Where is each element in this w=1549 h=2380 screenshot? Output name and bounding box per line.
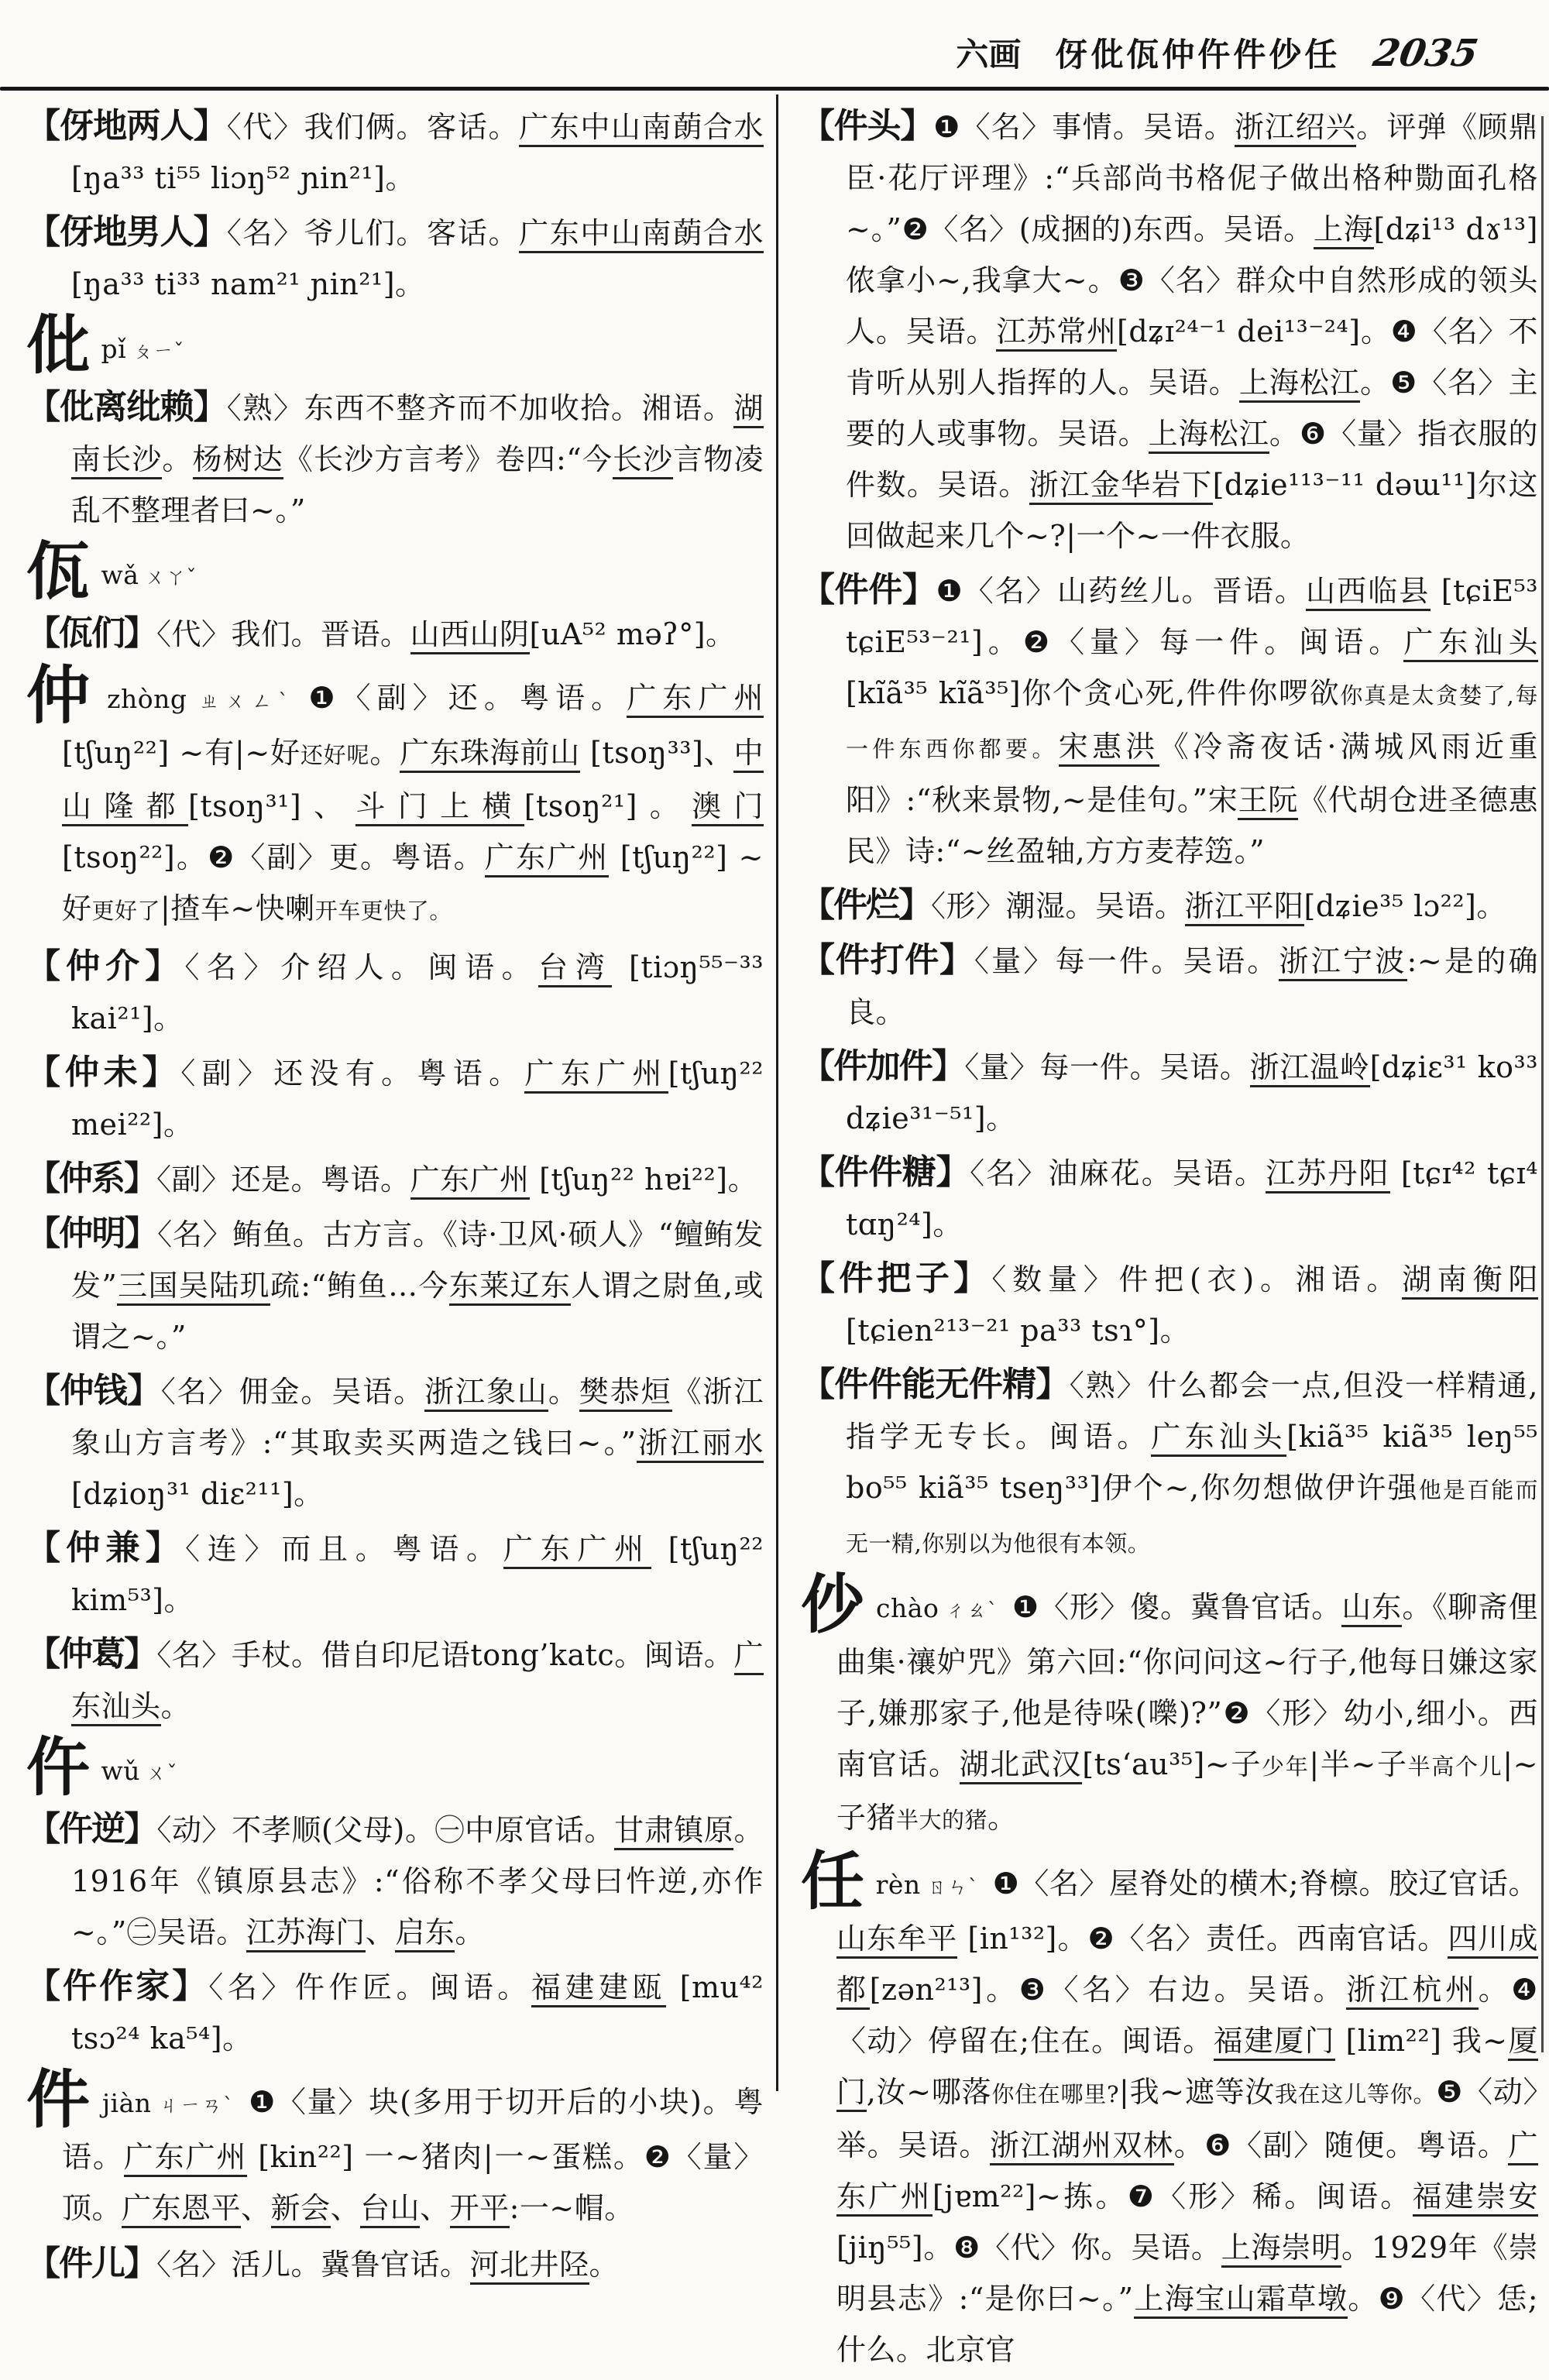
definition-text: [tsoŋ³³]、 <box>580 736 734 770</box>
entry-headword: 【伢地男人】 <box>26 212 227 252</box>
place-name: 广东恩平 <box>122 2191 241 2228</box>
place-name: 广东广州 <box>410 1163 530 1200</box>
definition-text: 〈数量〉件把(衣)。湘语。 <box>991 1262 1403 1296</box>
zhuyin-reading: ㄆㄧˇ <box>132 340 184 363</box>
definition-text: [kiã³⁵ kiã³⁵ leŋ⁵⁵ bo⁵⁵ kiã³⁵ tseŋ³³]伊个~,你勿想做伊许强 <box>846 1420 1538 1505</box>
place-name: 广东珠海前山 <box>400 736 580 773</box>
definition-text: 疏:“鲔鱼…今 <box>270 1269 449 1303</box>
entry-headword: 【仲葛】 <box>26 1634 157 1674</box>
definition-text: 〈名〉油麻花。吴语。 <box>970 1156 1266 1190</box>
pinyin-reading: chào <box>876 1593 939 1623</box>
place-name: 浙江绍兴 <box>1235 110 1356 147</box>
place-name: 山西临县 <box>1306 574 1431 611</box>
dictionary-entry-件头 <box>801 101 1538 562</box>
headword-character: 仵 <box>26 1731 91 1805</box>
place-name: 湖南衡阳 <box>1402 1262 1538 1300</box>
pinyin-reading: jiàn <box>101 2088 152 2118</box>
definition-text: [tʃuŋ²² kim⁵³]。 <box>71 1532 764 1617</box>
definition-text: 〈名〉爷儿们。客话。 <box>226 216 520 250</box>
definition-text: [lim²²] 我~ <box>1335 2024 1508 2058</box>
entry-headword: 【仲明】 <box>26 1214 158 1253</box>
definition-text: 〈名〉鲔鱼。古方言。《诗·卫风·硕人》“鳣鲔发发” <box>71 1217 764 1303</box>
header-character-list: 伢仳佤仲仵件仯任 <box>1055 36 1341 74</box>
definition-text: [ŋa³³ ti³³ nam²¹ ɲin²¹]。 <box>71 267 425 301</box>
place-name: 王阮 <box>1238 783 1298 820</box>
place-name: 福建建瓯 <box>531 1970 666 2007</box>
place-name: 杨树达 <box>193 442 283 479</box>
place-name: 浙江丽水 <box>637 1426 764 1463</box>
definition-text: 〈熟〉什么都会一点,但没一样精通,指学无专长。闽语。 <box>846 1369 1538 1454</box>
definition-text: 。《聊斋俚曲集·禳妒咒》第六回:“你问问这~行子,他每日嫌这家子,嫌那家子,他是待哚(嚛)?”❷〈形〉幼小,细小。西南官话。 <box>836 1590 1538 1781</box>
header-rule <box>0 87 1549 91</box>
definition-text: 〈名〉介绍人。闽语。 <box>184 950 539 984</box>
place-name: 广东广州 <box>836 2128 1538 2217</box>
definition-text: [tɕɪ⁴² tɕɪ⁴ tɑŋ²⁴]。 <box>846 1156 1538 1242</box>
definition-text: 〈副〉还没有。粤语。 <box>180 1056 525 1090</box>
definition-text: 。 <box>160 1689 191 1723</box>
dictionary-entry-件儿 <box>26 2238 764 2290</box>
character-section-仯 <box>801 1568 1538 1846</box>
place-name: 广东汕头 <box>1151 1420 1286 1457</box>
place-name: 上海 <box>1314 212 1374 249</box>
dictionary-entry-仵逆 <box>26 1804 764 1958</box>
character-section-佤 <box>26 535 764 609</box>
definition-text: [tiɔŋ⁵⁵⁻³³ kai²¹]。 <box>71 950 764 1035</box>
dictionary-entry-仲系 <box>26 1153 764 1205</box>
definition-text: ❶〈名〉屋脊处的横木;脊檩。胶辽官话。 <box>992 1867 1538 1901</box>
dictionary-entry-仲介 <box>26 941 764 1044</box>
place-name: 中山隆都 <box>62 736 764 826</box>
character-section-仳 <box>26 309 764 383</box>
definition-text: [tsoŋ²¹]。 <box>524 789 692 823</box>
entry-headword: 【件把子】 <box>801 1259 992 1298</box>
definition-text: 〈形〉潮湿。吴语。 <box>931 889 1185 923</box>
stroke-section-label: 六画 <box>956 36 1022 74</box>
zhuyin-reading: ㄨˇ <box>146 1762 178 1785</box>
place-name: 广东广州 <box>524 1056 668 1094</box>
definition-text: [dʑiɛ³¹ ko³³ dʑie³¹⁻⁵¹]。 <box>846 1050 1538 1135</box>
dictionary-entry-件加件 <box>801 1041 1538 1144</box>
definition-text: 〈代〉我们。晋语。 <box>156 617 410 651</box>
example-gloss: 开车更快了。 <box>314 898 452 924</box>
place-name: 河北井陉 <box>470 2248 589 2285</box>
place-name: 东莱辽东 <box>449 1269 571 1306</box>
place-name: 广东广州 <box>627 681 764 718</box>
place-name: 广东广州 <box>503 1532 651 1569</box>
place-name: 新会 <box>271 2191 331 2228</box>
dictionary-entry-件烂 <box>801 880 1538 932</box>
definition-text: 人谓之尉鱼,或谓之~。” <box>71 1269 764 1354</box>
definition-text: [tʃuŋ²²] ~有|~好 <box>62 736 301 770</box>
entry-headword: 【仲未】 <box>26 1053 181 1092</box>
entry-headword: 【件件糖】 <box>801 1152 970 1192</box>
entry-headword: 【件儿】 <box>26 2244 156 2283</box>
definition-text: [dʑɪ²⁴⁻¹ dei¹³⁻²⁴]。❹〈名〉不肯听从别人指挥的人。吴语。 <box>846 314 1538 400</box>
pinyin-reading: wǎ <box>101 560 139 590</box>
place-name: 山东牟平 <box>836 1922 957 1959</box>
dictionary-entry-仲钱 <box>26 1365 764 1520</box>
definition-text: 。❾〈代〉恁;什么。北京官 <box>836 2282 1539 2367</box>
example-gloss: 还好呢 <box>300 742 370 768</box>
definition-text: [dʑi¹³ dɤ¹³]侬拿小~,我拿大~。❸〈名〉群众中自然形成的领头人。吴语。 <box>846 212 1538 349</box>
entry-headword: 【佤们】 <box>26 613 156 653</box>
place-name: 湖北武汉 <box>960 1747 1083 1784</box>
entry-headword: 【件加件】 <box>801 1046 965 1086</box>
definition-text: [uA⁵² məʔ°]。 <box>529 617 736 651</box>
definition-text: [tʃuŋ²²] ~好 <box>62 840 764 926</box>
entry-headword: 【仵逆】 <box>26 1809 157 1849</box>
definition-text: ❺〈动〉举。吴语。 <box>836 2075 1538 2162</box>
place-name: 斗门上横 <box>355 789 524 826</box>
place-name: 长沙 <box>613 442 673 479</box>
definition-text: 。 <box>369 736 400 770</box>
place-name: 江苏常州 <box>996 314 1117 352</box>
place-name: 上海松江 <box>1149 417 1269 454</box>
definition-text: [tɕiE⁵³ tɕiE⁵³⁻²¹]。❷〈量〉每一件。闽语。 <box>846 574 1538 659</box>
headword-character: 件 <box>26 2063 91 2137</box>
definition-text: [mu⁴² tsɔ²⁴ ka⁵⁴]。 <box>71 1970 764 2055</box>
definition-text: 《浙江象山方言考》:“其取卖买两造之钱曰~。” <box>71 1375 764 1460</box>
place-name: 浙江平阳 <box>1185 889 1304 926</box>
definition-text: |我~遮等汝 <box>1119 2075 1276 2109</box>
definition-text: [jiŋ⁵⁵]。❽〈代〉你。吴语。 <box>836 2231 1221 2265</box>
definition-text: [kin²²] 一~猪肉|一~蛋糕。❷〈量〉顶。 <box>62 2140 764 2225</box>
page-edge-line <box>1541 116 1544 2052</box>
place-name: 上海宝山霜草墩 <box>1134 2282 1348 2319</box>
definition-text: [kĩã³⁵ kĩã³⁵]你个贪心死,件件你啰欲 <box>846 676 1341 710</box>
example-gloss: 你真是太贪婪了,每一件东西你都要。 <box>846 682 1538 762</box>
entry-headword: 【仲兼】 <box>26 1528 186 1568</box>
definition-text: [dʑioŋ³¹ diɛ²¹¹]。 <box>71 1477 324 1511</box>
definition-text: 。1916年《镇原县志》:“俗称不孝父母曰忤逆,亦作~。”㊁吴语。 <box>71 1813 764 1949</box>
pinyin-reading: zhòng <box>107 684 187 714</box>
headword-character: 仳 <box>26 309 91 383</box>
definition-text: 〈连〉而且。粤语。 <box>185 1532 503 1566</box>
column-divider <box>776 94 778 2091</box>
pinyin-reading: rèn <box>875 1870 921 1900</box>
character-section-任 <box>801 1845 1539 2375</box>
headword-character: 仲 <box>26 659 97 733</box>
place-name: 澳门 <box>692 789 764 826</box>
example-gloss: 半高个儿 <box>1407 1753 1503 1780</box>
pinyin-reading: wǔ <box>101 1756 141 1786</box>
definition-text: 〈量〉每一件。吴语。 <box>964 1050 1250 1084</box>
definition-text: 。1929年《崇明县志》:“是你曰~。” <box>836 2231 1538 2316</box>
entry-headword: 【件件】 <box>801 570 936 610</box>
place-name: 台湾 <box>538 950 612 987</box>
zhuyin-reading: ㄔㄠˋ <box>945 1599 998 1623</box>
definition-text: 《冷斋夜话·满城风雨近重阳》:“秋来景物,~是佳句。”宋 <box>846 730 1538 817</box>
entry-headword: 【仲钱】 <box>26 1371 161 1410</box>
place-name: 广东汕头 <box>1403 625 1538 662</box>
place-name: 山东 <box>1341 1590 1402 1627</box>
definition-text: ❶〈名〉事情。吴语。 <box>933 110 1235 144</box>
place-name: 浙江象山 <box>424 1375 548 1412</box>
definition-text: |半~子 <box>1309 1747 1408 1781</box>
definition-text: 〈量〉每一件。吴语。 <box>974 944 1279 978</box>
page-number: 2035 <box>1370 32 1482 75</box>
definition-text: 〈动〉不孝顺(父母)。㊀中原官话。 <box>156 1813 615 1847</box>
dictionary-entry-仲葛 <box>26 1629 764 1732</box>
place-name: 台山 <box>360 2191 420 2228</box>
place-name: 广东汕头 <box>71 1638 764 1726</box>
place-name: 上海崇明 <box>1221 2231 1341 2268</box>
dictionary-entry-伢地男人 <box>26 207 764 310</box>
place-name: 广东中山南蓢合水 <box>519 110 764 147</box>
definition-text: [ŋa³³ ti⁵⁵ liɔŋ⁵² ɲin²¹]。 <box>71 161 415 195</box>
place-name: 福建崇安 <box>1413 2179 1538 2217</box>
definition-text: :~是的确良。 <box>846 944 1538 1029</box>
column-left <box>26 101 764 2293</box>
place-name: 启东 <box>395 1915 455 1952</box>
dictionary-entry-仳离纰赖 <box>26 382 764 536</box>
entry-headword: 【件打件】 <box>801 940 974 980</box>
zhuyin-reading: ㄓㄨㄥˋ <box>193 690 295 713</box>
definition-text: |~子猪 <box>836 1747 1538 1835</box>
dictionary-entry-伢地两人 <box>26 101 764 204</box>
entry-headword: 【仲系】 <box>26 1159 156 1198</box>
definition-text: 。评弹《顾鼎臣·花厅评理》:“兵部尚书格伲子做出格种勚面孔格~。”❷〈名〉(成捆的)东西。吴语。 <box>846 110 1538 246</box>
definition-text: :一~帽。 <box>509 2191 634 2225</box>
definition-text: 〈熟〉东西不整齐而不加收拾。湘语。 <box>226 391 734 425</box>
definition-text: 。 <box>987 1801 1018 1835</box>
place-name: 湖南长沙 <box>71 391 764 479</box>
definition-text: 。 <box>455 1915 485 1949</box>
definition-text: ❶〈形〉傻。冀鲁官话。 <box>1011 1590 1342 1624</box>
character-section-仲 <box>26 659 764 936</box>
definition-text: [tsoŋ³¹]、 <box>188 789 356 823</box>
example-gloss: 他是百能而无一精,你别以为他很有本领。 <box>846 1477 1538 1557</box>
place-name: 山西山阴 <box>410 617 530 654</box>
definition-text: 。❻〈副〉随便。粤语。 <box>1173 2128 1509 2162</box>
place-name: 江苏海门 <box>246 1915 366 1952</box>
definition-text: ❶〈名〉山药丝儿。晋语。 <box>936 574 1307 608</box>
definition-text: 。 <box>162 442 193 476</box>
place-name: 樊恭烜 <box>579 1375 672 1412</box>
definition-text: 言物凌乱不整理者曰~。” <box>71 442 764 527</box>
example-gloss: 我在这儿等你。 <box>1275 2081 1437 2107</box>
place-name: 甘肃镇原 <box>614 1813 733 1850</box>
place-name: 浙江温岭 <box>1250 1050 1370 1087</box>
definition-text: [dʑie¹¹³⁻¹¹ dəɯ¹¹]尔这回做起来几个~?|一个~一件衣服。 <box>846 468 1538 553</box>
dictionary-entry-件件糖 <box>801 1147 1538 1250</box>
dictionary-entry-件件能无件精 <box>801 1359 1538 1569</box>
dictionary-entry-仲未 <box>26 1047 764 1150</box>
place-name: 浙江宁波 <box>1279 944 1406 981</box>
place-name: 浙江金华岩下 <box>1029 468 1213 505</box>
entry-headword: 【件烂】 <box>801 885 931 925</box>
definition-text: [tsoŋ²²]。❷〈副〉更。粤语。 <box>62 840 485 874</box>
definition-text: 、 <box>365 1915 396 1949</box>
definition-text: 〈名〉手杖。借自印尼语tong’katc。闽语。 <box>156 1638 734 1672</box>
definition-text: 、 <box>330 2191 361 2225</box>
definition-text: 〈名〉仵作匠。闽语。 <box>208 1970 531 2004</box>
headword-character: 仯 <box>801 1568 866 1642</box>
place-name: 浙江湖州双林 <box>990 2128 1174 2165</box>
place-name: 宋惠洪 <box>1059 730 1159 767</box>
definition-text: 〈副〉还是。粤语。 <box>156 1163 410 1197</box>
dictionary-entry-件件 <box>801 565 1538 877</box>
entry-headword: 【仳离纰赖】 <box>26 387 227 427</box>
place-name: 厦门 <box>836 2024 1538 2112</box>
definition-text: |揸车~快喇 <box>160 891 315 926</box>
zhuyin-reading: ㄖㄣˋ <box>926 1876 979 1899</box>
example-gloss: 少年 <box>1262 1753 1310 1780</box>
character-section-件 <box>26 2063 764 2234</box>
dictionary-entry-件打件 <box>801 935 1538 1038</box>
page-header <box>956 29 1482 76</box>
dictionary-entry-佤们 <box>26 608 764 660</box>
definition-text: [in¹³²]。❷〈名〉责任。西南官话。 <box>957 1922 1448 1956</box>
definition-text: [zən²¹³]。❸〈名〉右边。吴语。 <box>869 1973 1347 2007</box>
place-name: 广东中山南蓢合水 <box>519 216 764 253</box>
place-name: 上海松江 <box>1239 366 1360 403</box>
zhuyin-reading: ㄐㄧㄢˋ <box>157 2094 235 2117</box>
character-section-仵 <box>26 1731 764 1805</box>
definition-text: 。 <box>548 1375 579 1409</box>
place-name: 四川成都 <box>836 1922 1538 2010</box>
dictionary-entry-仲兼 <box>26 1523 764 1626</box>
place-name: 开平 <box>450 2191 510 2228</box>
definition-text: ❶〈副〉还。粤语。 <box>308 681 627 715</box>
definition-text: [tʃuŋ²² mei²²]。 <box>71 1056 764 1142</box>
entry-headword: 【件件能无件精】 <box>801 1365 1070 1404</box>
definition-text: 〈名〉佣金。吴语。 <box>160 1375 425 1409</box>
example-gloss: 更好了 <box>91 898 161 924</box>
pinyin-reading: pǐ <box>101 334 127 364</box>
definition-text: [jɐm²²]~拣。❼〈形〉稀。闽语。 <box>932 2179 1413 2213</box>
headword-character: 任 <box>801 1845 865 1918</box>
definition-text: 《长沙方言考》卷四:“今 <box>283 442 613 476</box>
place-name: 福建厦门 <box>1214 2024 1335 2061</box>
definition-text: [ts‘au³⁵]~子 <box>1082 1747 1262 1781</box>
definition-text: 。❻〈量〉指衣服的件数。吴语。 <box>846 417 1538 502</box>
entry-headword: 【件头】 <box>801 106 934 146</box>
definition-text: 〈代〉我们俩。客话。 <box>226 110 520 144</box>
definition-text: 〈名〉活儿。冀鲁官话。 <box>156 2248 470 2282</box>
example-gloss: 半大的猪 <box>896 1807 988 1833</box>
headword-character: 佤 <box>26 535 91 609</box>
dictionary-entry-仵作家 <box>26 1961 764 2064</box>
zhuyin-reading: ㄨㄚˇ <box>145 566 197 589</box>
definition-text: 、 <box>241 2191 271 2225</box>
entry-headword: 【伢地两人】 <box>26 106 227 146</box>
column-right <box>801 101 1538 2380</box>
place-name: 江苏丹阳 <box>1266 1156 1389 1193</box>
place-name: 广东广州 <box>124 2140 248 2177</box>
place-name: 浙江杭州 <box>1346 1973 1479 2010</box>
definition-text: 《代胡仓进圣德惠民》诗:“~丝盈轴,方方麦荐笾。” <box>846 783 1538 868</box>
place-name: 三国吴陆玑 <box>117 1269 270 1306</box>
dictionary-entry-仲明 <box>26 1208 764 1362</box>
example-gloss: 你住在哪里? <box>991 2081 1120 2107</box>
definition-text: ❶〈量〉块(多用于切开后的小块)。粤语。 <box>62 2085 764 2174</box>
entry-headword: 【仲介】 <box>26 946 185 986</box>
place-name: 广东广州 <box>485 840 610 877</box>
definition-text: [tʃuŋ²² hɐi²²]。 <box>529 1163 758 1197</box>
dictionary-entry-件把子 <box>801 1253 1538 1356</box>
definition-text: 、 <box>420 2191 450 2225</box>
definition-text: 。❹〈动〉停留在;住在。闽语。 <box>836 1973 1538 2058</box>
definition-text: [dʑie³⁵ lɔ²²]。 <box>1303 889 1506 923</box>
definition-text: 。 <box>589 2248 620 2282</box>
entry-headword: 【仵作家】 <box>26 1966 209 2006</box>
definition-text: [tɕien²¹³⁻²¹ pa³³ tsɿ°]。 <box>846 1314 1190 1348</box>
definition-text: 。❺〈名〉主要的人或事物。吴语。 <box>846 366 1538 451</box>
definition-text: ,汝~哪落 <box>866 2075 992 2109</box>
